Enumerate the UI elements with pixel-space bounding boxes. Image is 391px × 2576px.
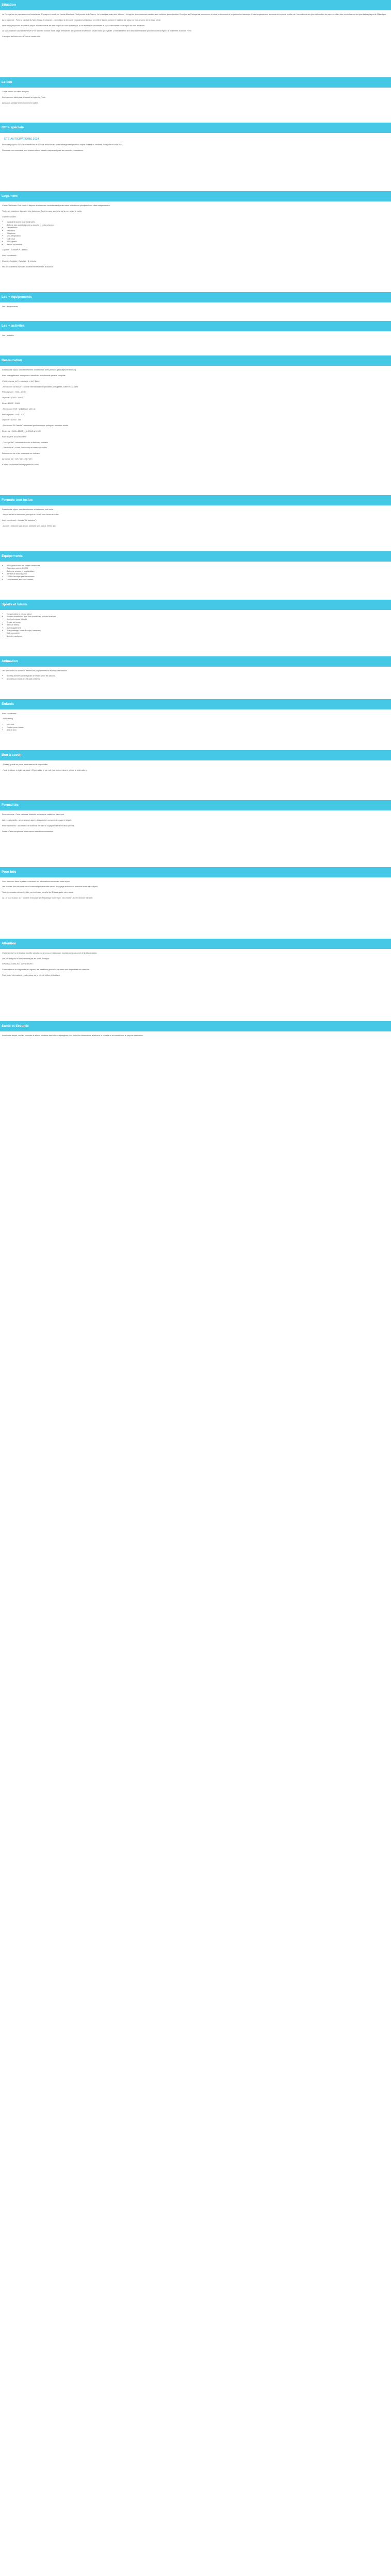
list-item: • Piscine pour enfants bbox=[7, 726, 389, 729]
section-body bbox=[0, 509, 391, 551]
section-body bbox=[0, 369, 391, 495]
section-sante bbox=[0, 1021, 391, 1050]
section-title: Restauration bbox=[0, 355, 391, 366]
section-body bbox=[0, 334, 391, 355]
paragraph: Vous trouverez dans le présent document les informations concernant votre séjour. bbox=[2, 880, 70, 883]
paragraph: Les horaires des vols vous seront communiqués sur votre carnet de voyage environ une semaine avant votre départ. bbox=[2, 886, 98, 888]
list-item: • Climatisation bbox=[7, 227, 389, 229]
spacer bbox=[2, 272, 389, 287]
paragraph: - Baby-sitting bbox=[2, 718, 13, 720]
list-item: • Terrain de tennis bbox=[7, 621, 389, 624]
spacer bbox=[2, 469, 389, 490]
section-body bbox=[0, 713, 391, 750]
spacer bbox=[2, 1040, 389, 1045]
section-formalites bbox=[0, 800, 391, 867]
section-body bbox=[0, 137, 391, 191]
section-title: Pour info bbox=[0, 867, 391, 877]
spacer bbox=[2, 107, 389, 117]
list-item: • Wi-Fi gratuit bbox=[7, 241, 389, 243]
section-offre bbox=[0, 123, 391, 191]
paragraph: Durant votre séjour, vous bénéficierez de la formule tout inclus : bbox=[2, 508, 55, 511]
paragraph: Les prix indiqués ne comprennent pas les taxes de séjour. bbox=[2, 957, 50, 960]
paragraph: Autres nationalités : se renseigner auprès des autorités compétentes avant le départ. bbox=[2, 819, 72, 822]
section-info bbox=[0, 867, 391, 939]
section-situation bbox=[0, 0, 391, 77]
section-title: Animation bbox=[0, 656, 391, 667]
paragraph: Des spectacles ou soirées à thème sont programmées en fonction des saisons. bbox=[2, 669, 68, 672]
paragraph: - Accueil : boissons sans alcool, cocktails, vins locaux, bières, jus. bbox=[2, 524, 56, 527]
list-item: • Salles de réunion et amphithéâtre bbox=[7, 570, 389, 573]
paragraph: Déjeuner : 12h30 - 14h30 bbox=[2, 397, 23, 399]
paragraph: Avec supplément : bbox=[2, 255, 18, 257]
list-item: • Service de blanchisserie bbox=[7, 573, 389, 575]
page bbox=[0, 0, 391, 1050]
spacer bbox=[2, 531, 389, 546]
section-body bbox=[0, 670, 391, 699]
paragraph: Pour plus d'informations, rendez-vous sur le site de l'office du tourisme. bbox=[2, 974, 61, 976]
paragraph: L'hôtel Ofir Beach Club Hotel 4* dispose de chambres confortables réparties dans un bâtiment principal et des villas indépendantes. bbox=[2, 204, 110, 207]
paragraph: Dîner : 19h30 - 21h30 bbox=[2, 402, 20, 404]
section-body bbox=[0, 814, 391, 867]
section-formule bbox=[0, 495, 391, 551]
bullet-list bbox=[7, 675, 389, 681]
list-item: • Téléphone bbox=[7, 232, 389, 235]
section-title: Attention bbox=[0, 939, 391, 949]
spacer bbox=[2, 903, 389, 934]
list-item: • Avec supplément bbox=[7, 627, 389, 630]
paragraph: Boissons au bar et au restaurant non incluses. bbox=[2, 452, 40, 455]
section-body bbox=[0, 306, 391, 321]
bullet-list bbox=[7, 565, 389, 581]
list-item: • Jardin et espace détente bbox=[7, 618, 389, 621]
list-item: • L'hôtel n'accepte pas les animaux bbox=[7, 575, 389, 578]
paragraph: Les + activités bbox=[2, 334, 14, 337]
paragraph: Réservez jusqu'au 31/3/24 et bénéficiez de 10% de réduction sur votre hébergement pour tout séjour du lundi au vendredi (hors juillet et août 2024). bbox=[2, 144, 124, 146]
paragraph: - "Lounge Bar" : boissons chaudes et fraîches, cocktails. bbox=[2, 441, 48, 444]
section-sports bbox=[0, 600, 391, 656]
section-body bbox=[0, 952, 391, 1021]
spacer bbox=[2, 155, 389, 186]
paragraph: L'hôtel se réserve le droit de modifier certains horaires ou prestations en fonction de la saison et de la fréquentation. bbox=[2, 952, 97, 954]
paragraph: Petit-déjeuner : 7h30 - 10h30 bbox=[2, 391, 26, 394]
section-body bbox=[0, 880, 391, 939]
paragraph: - Restaurant "Al Manah" : cuisine internationale et spécialités portugaises, buffet et à la carte. bbox=[2, 385, 79, 388]
section-title: Formalités bbox=[0, 800, 391, 810]
paragraph: INFORMATIONS AUX VOYAGEURS : bbox=[2, 963, 34, 965]
paragraph: Le Portugal est un pays européen frontalier de l'Espagne et bordé par l'océan Atlantique. Tout proche de la France, il n'en est pas moins très différent ! Il s'agit de de nombreuses variétés sont cultivées que naturelles. Ce séjour au Portugal est commencer et vivre la découverte d'un patrimoine historique. En échangeant avec des amis de toujours, profiter de l'hospitalité et des plus belles villes du pays, et à faire des merveilles sur des plus belles plages de l'Atlantique. bbox=[2, 13, 387, 15]
paragraph: NB : les chambres familiales doivent être réservées à l'avance. bbox=[2, 265, 54, 268]
bullet-list bbox=[7, 723, 389, 732]
bullet-list bbox=[7, 613, 389, 638]
section-body bbox=[0, 91, 391, 123]
bullet-list bbox=[7, 221, 389, 246]
section-body bbox=[0, 613, 391, 656]
list-item: • Coffre-fort bbox=[7, 238, 389, 241]
paragraph: A noter : les boissons sont payantes à l'hôtel. bbox=[2, 463, 39, 466]
list-item: • 1 grand lit double ou 2 lits simples bbox=[7, 221, 389, 224]
paragraph: Durant votre séjour, vous bénéficierez de la formule demi-pension (petit-déjeuner et dîner). bbox=[2, 369, 77, 371]
paragraph: Dîner : de 19h45 à 21h00 et de 20h45 à 22h30 bbox=[2, 430, 41, 432]
section-lieu bbox=[0, 77, 391, 123]
section-subtitle: ETE ANTICIPATIONS 2024 bbox=[4, 138, 39, 141]
paragraph: Pour un verre à tout moment : bbox=[2, 435, 27, 438]
section-body bbox=[0, 1035, 391, 1050]
list-item: • Les chambres sont non-fumeurs bbox=[7, 579, 389, 581]
list-item: • Mini-club bbox=[7, 723, 389, 726]
list-item: • Wi-Fi gratuit dans les parties communes bbox=[7, 565, 389, 567]
list-item: • Animations enfants en été (club enfants). bbox=[7, 678, 389, 681]
section-title: Santé et Sécurité bbox=[0, 1021, 391, 1031]
paragraph: Cadre naturel au milieu des pins. bbox=[2, 90, 29, 93]
spacer bbox=[2, 340, 389, 350]
paragraph: Les + équipements bbox=[2, 305, 18, 308]
paragraph: Chambre familiale : 2 adultes + 2 enfants. bbox=[2, 260, 37, 262]
section-title: Sports et loisirs bbox=[0, 600, 391, 610]
paragraph: Nous vous proposons de vivre un séjour à la découverte de cette région du nord du Portugal, à voir et vivre en choisissant le séjour découverte ou le séjour au bord de la mer. bbox=[2, 24, 145, 27]
paragraph: - Restaurant "Grill" : grillades en plein air. bbox=[2, 408, 36, 410]
paragraph: Pour les mineurs : autorisation de sortie de territoire si voyageant sans les deux parents. bbox=[2, 824, 75, 827]
section-equipements bbox=[0, 551, 391, 600]
paragraph: L'aéroport de Porto est à 40 km du centre-ville. bbox=[2, 36, 41, 38]
paragraph: L'hôtel dispose de 2 restaurants et de 2 bars : bbox=[2, 380, 40, 382]
section-body bbox=[0, 205, 391, 292]
spacer bbox=[2, 684, 389, 694]
list-item: • Activités nautiques bbox=[7, 635, 389, 638]
paragraph: La Loi n°2016-1321 du 7 octobre 2016 pour une République numérique, 'loi Lemaire' - sur les frais de transfert. bbox=[2, 896, 93, 899]
section-title: Logement bbox=[0, 191, 391, 201]
spacer bbox=[2, 311, 389, 316]
list-item: • Aire de jeux bbox=[7, 729, 389, 732]
paragraph: Petit-déjeuner : 7h30 - 10h bbox=[2, 413, 24, 416]
spacer bbox=[2, 836, 389, 862]
section-logement bbox=[0, 191, 391, 292]
paragraph: - Taxe de séjour à régler sur place : 2€ par adulte et par nuit (non incluse dans le prix de la réservation). bbox=[2, 769, 87, 771]
spacer bbox=[2, 584, 389, 595]
section-activites_top bbox=[0, 321, 391, 355]
spacer bbox=[2, 735, 389, 745]
paragraph: Santé : Carte européenne d'assurance maladie recommandée. bbox=[2, 830, 54, 833]
paragraph: Ambiance familiale et environnement calme. bbox=[2, 101, 39, 104]
list-item: • Salle de fitness bbox=[7, 624, 389, 626]
list-item: • Balcon ou terrasse bbox=[7, 244, 389, 246]
paragraph: Avec supplément : bbox=[2, 712, 18, 715]
spacer bbox=[2, 41, 389, 72]
list-item: • Réception ouverte 24h/24 bbox=[7, 567, 389, 570]
spacer bbox=[2, 980, 389, 1016]
paragraph: Capacité : 2 adultes + 1 enfant. bbox=[2, 249, 28, 251]
paragraph: - Repas servis au restaurant principal de l'hôtel, sous forme de buffet. bbox=[2, 514, 59, 516]
section-restauration bbox=[0, 355, 391, 495]
paragraph: Déjeuner : 12h30 - 15h bbox=[2, 419, 21, 421]
list-item: • Golf à proximité bbox=[7, 632, 389, 635]
paragraph: - Parking gratuit sur place, sous réserve de disponibilité. bbox=[2, 763, 48, 766]
spacer bbox=[2, 641, 389, 651]
list-item: • Piscines extérieures dont une chauffée en période hivernale bbox=[7, 616, 389, 618]
list-item: • Compris dans le prix du séjour bbox=[7, 613, 389, 616]
paragraph: Toutes les chambres disposent d'un balcon ou d'une terrasse avec vue sur la mer ou sur le jardin. bbox=[2, 210, 83, 212]
list-item: • Spa (massage, soins du corps, hammam) bbox=[7, 630, 389, 632]
section-title: Offre spéciale bbox=[0, 123, 391, 133]
paragraph: - Restaurant "El Gaboka" : restaurant gastronomique portugais, ouvert en soirée. bbox=[2, 425, 69, 427]
section-title: Situation bbox=[0, 0, 391, 10]
paragraph: Ressortissants : Carte nationale d'identité en cours de validité ou passeport. bbox=[2, 814, 64, 816]
list-item: • Salle de bain avec baignoire ou douche et sèche-cheveux bbox=[7, 224, 389, 227]
paragraph: Avant votre départ, veuillez consulter le site du Ministère des Affaires étrangères pour toutes les informations relatives à la sécurité et à la santé dans le pays de destination. bbox=[2, 1034, 143, 1037]
section-title: Enfants bbox=[0, 699, 391, 709]
paragraph: - "Piscine Bar" : snack, sandwichs et boissons fraîches. bbox=[2, 447, 48, 449]
list-item: • Télévision bbox=[7, 230, 389, 232]
section-title: Le lieu bbox=[0, 77, 391, 88]
section-title: Les + activités bbox=[0, 321, 391, 331]
paragraph: Emplacement idéal pour découvrir la région de Porto. bbox=[2, 96, 46, 98]
list-item: • Soirées animées dans le jardin de l'hôtel, selon les saisons. bbox=[7, 675, 389, 677]
section-enfants bbox=[0, 699, 391, 750]
section-title: Bon à savoir bbox=[0, 750, 391, 760]
spacer bbox=[2, 774, 389, 795]
section-title: Équipements bbox=[0, 551, 391, 562]
section-animation bbox=[0, 656, 391, 699]
section-title: Formule tout inclus bbox=[0, 495, 391, 505]
section-body bbox=[0, 565, 391, 600]
section-body bbox=[0, 13, 391, 77]
section-equipements_top bbox=[0, 292, 391, 321]
paragraph: Toute réclamation devra être faite par écrit dans un délai de 30 jours après votre retour. bbox=[2, 891, 74, 894]
paragraph: Au lounge bar : 10h / 00h - 23h / 21h bbox=[2, 457, 32, 460]
paragraph: Conformément à la législation en vigueur, les conditions générales de vente sont disponibles sur notre site. bbox=[2, 969, 90, 971]
paragraph: Promotion non cumulable avec d'autres offres. Valable uniquement pour les nouvelles réservations. bbox=[2, 149, 84, 152]
paragraph: Chambre double : bbox=[2, 215, 17, 218]
paragraph: Avec un supplément, vous pourrez bénéficier de la formule pension complète. bbox=[2, 374, 66, 377]
section-avoir bbox=[0, 750, 391, 801]
section-body bbox=[0, 764, 391, 801]
paragraph: Avec supplément : formule "All Inclusive" : bbox=[2, 519, 37, 522]
section-attention bbox=[0, 939, 391, 1021]
section-title: Les + équipements bbox=[0, 292, 391, 302]
list-item: • Mini-réfrigérateur bbox=[7, 235, 389, 238]
paragraph: La Maison Beach Club Hotel Resort 4* se situe en bordure d'une plage de sable fin à Esposende et offre une piscine ainsi qu'un jardin. L'hôtel bénéficie d'un emplacement idéal pour découvrir la région : à seulement 45 km de Porto. bbox=[2, 30, 192, 32]
paragraph: Au programme : Porto la capitale du Nord, Braga, Guimaraes... Une région à découvrir en plusieurs étapes où se mêlent histoire, culture et tradition. Le séjour se fera au cœur de la Costa Verde. bbox=[2, 19, 161, 21]
